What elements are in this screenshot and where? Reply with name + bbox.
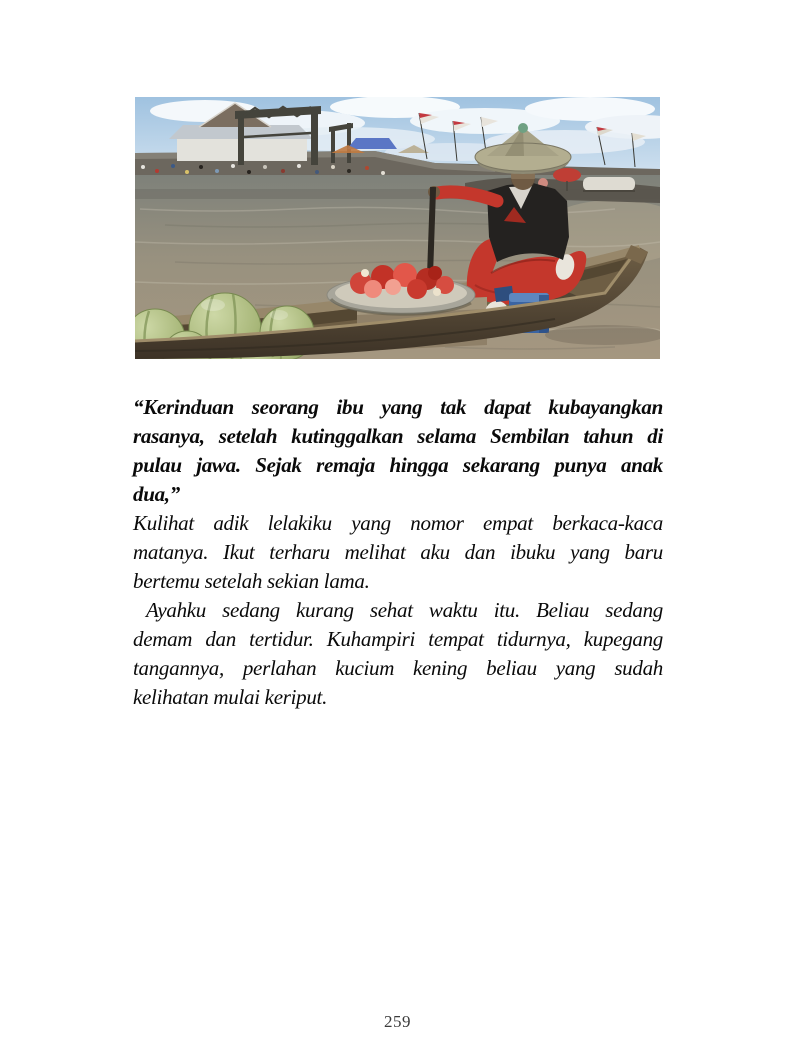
page-number: 259	[384, 1012, 411, 1031]
para2-line-3: bertemu setelah sekian lama.	[133, 569, 370, 593]
para3-line-2: demam dan tertidur. Kuhampiri tempat tidurnya, kupegang	[133, 627, 663, 651]
para2-line-2: matanya. Ikut terharu melihat aku dan ibuku yang baru	[133, 540, 663, 564]
floating-market-photo	[135, 97, 660, 359]
quote-line-4: dua,”	[133, 482, 180, 506]
body-text	[133, 393, 663, 712]
para2-line-1: Kulihat adik lelakiku yang nomor empat berkaca-kaca	[133, 511, 663, 535]
quote-line-1: “Kerinduan seorang ibu yang tak dapat kubayangkan	[133, 395, 663, 419]
para3-line-3: tangannya, perlahan kucium kening beliau yang sudah	[133, 656, 663, 680]
para3-line-1: Ayahku sedang kurang sehat waktu itu. Beliau sedang	[146, 598, 663, 622]
dark-jacket	[487, 183, 569, 262]
floating-market-photo-art	[135, 97, 660, 359]
para3-line-4: kelihatan mulai keriput.	[133, 685, 328, 709]
quote-line-2: rasanya, setelah kutinggalkan selama Sembilan tahun di	[133, 424, 663, 448]
quote-line-3: pulau jawa. Sejak remaja hingga sekarang punya anak	[133, 453, 663, 477]
